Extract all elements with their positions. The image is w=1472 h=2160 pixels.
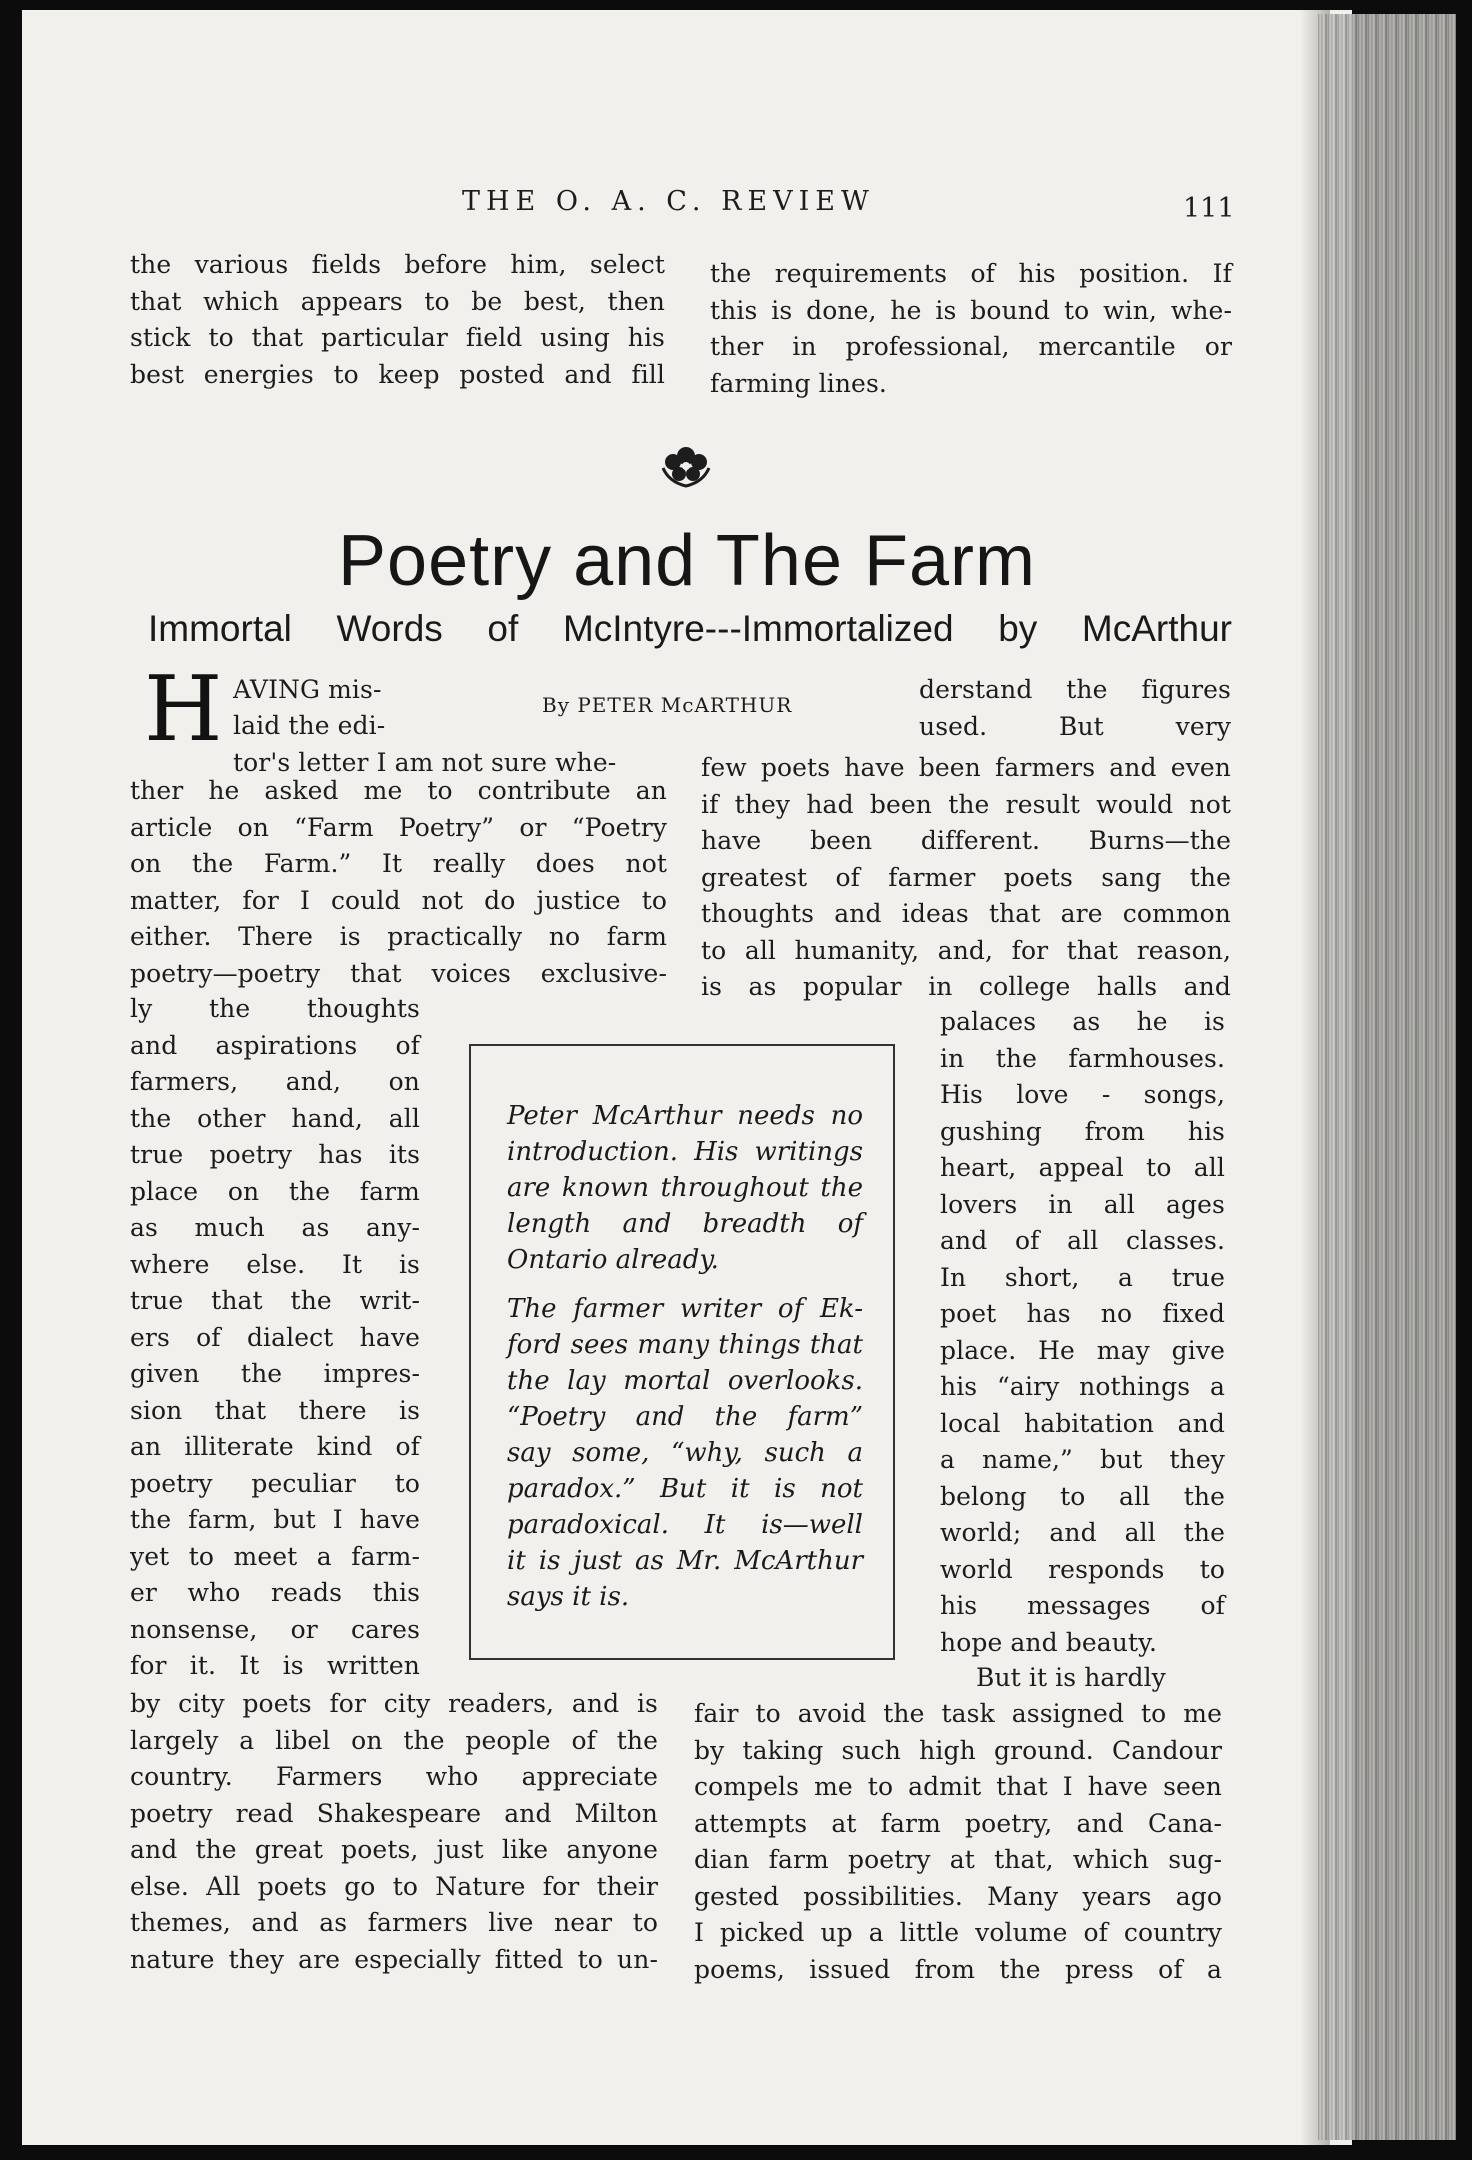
top-left-column xyxy=(130,247,665,393)
text-line: fair to avoid the task assigned to me xyxy=(694,1699,1222,1728)
text-line: palaces as he is xyxy=(940,1007,1225,1036)
text-line: poetry peculiar to xyxy=(130,1468,420,1498)
sidebar-line: Peter McArthur needs no xyxy=(507,1101,863,1131)
text-line: poems, issued from the press of a xyxy=(694,1954,1222,1984)
book-page-edges xyxy=(1318,14,1456,2140)
sidebar-line: are known throughout the xyxy=(507,1173,863,1203)
text-line: nonsense, or cares xyxy=(130,1614,420,1644)
text-line: a name,” but they xyxy=(940,1445,1225,1474)
running-title: THE O. A. C. REVIEW xyxy=(462,186,875,217)
text-line: derstand the figures xyxy=(919,675,1231,704)
left-column-narrow xyxy=(130,991,420,1685)
text-line: I picked up a little volume of country xyxy=(694,1918,1222,1947)
right-column-narrow xyxy=(940,1004,1225,1661)
sidebar-line: paradoxical. It is—well xyxy=(507,1510,863,1540)
text-line: the requirements of his position. If xyxy=(710,259,1232,288)
text-line: world; and all the xyxy=(940,1518,1225,1547)
text-line: ther he asked me to contribute an xyxy=(130,776,667,805)
sidebar-line: says it is. xyxy=(507,1582,630,1612)
text-line: else. All poets go to Nature for their xyxy=(130,1871,658,1901)
text-line: place. He may give xyxy=(940,1335,1225,1365)
text-line: the various fields before him, select xyxy=(130,250,665,279)
sidebar-line: ford sees many things that xyxy=(507,1330,863,1360)
text-line: and aspirations of xyxy=(130,1030,420,1060)
sidebar-line: the lay mortal overlooks. xyxy=(507,1366,863,1396)
article-subtitle: Immortal Words of McIntyre---Immortalized by McArthur xyxy=(148,608,1232,649)
text-line: stick to that particular field using his xyxy=(130,323,665,352)
text-line: this is done, he is bound to win, whe- xyxy=(710,295,1232,325)
article-title: Poetry and The Farm xyxy=(338,521,1036,601)
sidebar-line: it is just as Mr. McArthur xyxy=(507,1546,863,1576)
text-line: an illiterate kind of xyxy=(130,1432,420,1461)
text-line: themes, and as farmers live near to xyxy=(130,1908,658,1937)
text-line: attempts at farm poetry, and Cana- xyxy=(694,1808,1222,1838)
text-line: by city poets for city readers, and is xyxy=(130,1689,658,1718)
text-line: in the farmhouses. xyxy=(940,1043,1225,1073)
text-line: compels me to admit that I have seen xyxy=(694,1772,1222,1801)
text-line: best energies to keep posted and fill xyxy=(130,359,665,389)
right-column-lower xyxy=(694,1696,1222,1988)
text-line: if they had been the result would not xyxy=(701,789,1231,819)
text-line: lovers in all ages xyxy=(940,1189,1225,1219)
sidebar-line: The farmer writer of Ek- xyxy=(507,1294,863,1324)
text-line: and the great poets, just like anyone xyxy=(130,1835,658,1864)
text-line: used. But very xyxy=(919,711,1231,741)
text-line: laid the edi- xyxy=(233,711,386,740)
text-line: his messages of xyxy=(940,1591,1225,1620)
text-line: true poetry has its xyxy=(130,1140,420,1169)
text-line: poet has no fixed xyxy=(940,1299,1225,1328)
text-line: on the Farm.” It really does not xyxy=(130,849,667,878)
text-line: In short, a true xyxy=(940,1262,1225,1292)
text-line: for it. It is written xyxy=(130,1651,420,1680)
page xyxy=(22,10,1352,2145)
sidebar-note xyxy=(507,1291,863,1615)
floral-ornament-icon xyxy=(659,442,713,490)
text-line: AVING mis- xyxy=(233,675,382,704)
text-line: greatest of farmer poets sang the xyxy=(701,862,1231,892)
text-line: to all humanity, and, for that reason, xyxy=(701,935,1231,965)
text-line: local habitation and xyxy=(940,1408,1225,1438)
text-line: dian farm poetry at that, which sug- xyxy=(694,1845,1222,1874)
text-line: true that the writ- xyxy=(130,1286,420,1315)
text-line: either. There is practically no farm xyxy=(130,922,667,951)
text-line: the farm, but I have xyxy=(130,1505,420,1534)
sidebar-box xyxy=(469,1044,895,1660)
text-line: world responds to xyxy=(940,1554,1225,1584)
text-line: where else. It is xyxy=(130,1249,420,1279)
sidebar-line: length and breadth of xyxy=(507,1209,863,1239)
text-line: ly the thoughts xyxy=(130,994,420,1023)
text-line: matter, for I could not do justice to xyxy=(130,885,667,915)
top-right-column xyxy=(710,256,1232,402)
text-line: thoughts and ideas that are common xyxy=(701,899,1231,928)
sidebar-line: introduction. His writings xyxy=(507,1137,863,1167)
left-column-upper xyxy=(130,773,667,992)
text-line: gushing from his xyxy=(940,1116,1225,1146)
sidebar-line: Ontario already. xyxy=(507,1245,719,1275)
text-line: er who reads this xyxy=(130,1578,420,1607)
text-line: as much as any- xyxy=(130,1213,420,1242)
text-line: His love - songs, xyxy=(940,1080,1225,1109)
left-column-lower xyxy=(130,1686,658,1978)
text-line: heart, appeal to all xyxy=(940,1153,1225,1182)
page-number: 111 xyxy=(1183,193,1235,224)
text-line: article on “Farm Poetry” or “Poetry xyxy=(130,812,667,842)
text-line: and of all classes. xyxy=(940,1226,1225,1255)
text-line: ers of dialect have xyxy=(130,1322,420,1352)
text-line: belong to all the xyxy=(940,1481,1225,1511)
text-line: largely a libel on the people of the xyxy=(130,1725,658,1755)
text-line: place on the farm xyxy=(130,1176,420,1206)
sidebar-intro xyxy=(507,1098,863,1278)
text-line: poetry—poetry that voices exclusive- xyxy=(130,958,667,988)
right-column-top xyxy=(919,672,1231,745)
sidebar-line: say some, “why, such a xyxy=(507,1438,863,1468)
text-line: ther in professional, mercantile or xyxy=(710,332,1232,361)
text-line: his “airy nothings a xyxy=(940,1372,1225,1401)
text-line: the other hand, all xyxy=(130,1103,420,1133)
sidebar-line: “Poetry and the farm” xyxy=(507,1402,863,1432)
sidebar-line: paradox.” But it is not xyxy=(507,1474,863,1504)
text-line: sion that there is xyxy=(130,1395,420,1425)
text-line: poetry read Shakespeare and Milton xyxy=(130,1798,658,1828)
text-line: hope and beauty. xyxy=(940,1627,1158,1657)
text-line: But it is hardly xyxy=(976,1663,1166,1692)
text-line: yet to meet a farm- xyxy=(130,1541,420,1571)
drop-cap: H xyxy=(144,657,223,762)
text-line: that which appears to be best, then xyxy=(130,286,665,316)
text-line: country. Farmers who appreciate xyxy=(130,1762,658,1791)
text-line: gested possibilities. Many years ago xyxy=(694,1881,1222,1911)
text-line: nature they are especially fitted to un- xyxy=(130,1944,658,1974)
text-line: is as popular in college halls and xyxy=(701,972,1231,1001)
text-line: tor's letter I am not sure whe- xyxy=(233,748,617,777)
text-line: few poets have been farmers and even xyxy=(701,753,1231,782)
text-line: farmers, and, on xyxy=(130,1067,420,1096)
text-line: given the impres- xyxy=(130,1359,420,1388)
text-line: have been different. Burns—the xyxy=(701,826,1231,855)
text-line: farming lines. xyxy=(710,368,887,398)
text-line: by taking such high ground. Candour xyxy=(694,1735,1222,1765)
byline: By PETER McARTHUR xyxy=(542,693,793,717)
right-column-upper xyxy=(701,750,1231,1006)
